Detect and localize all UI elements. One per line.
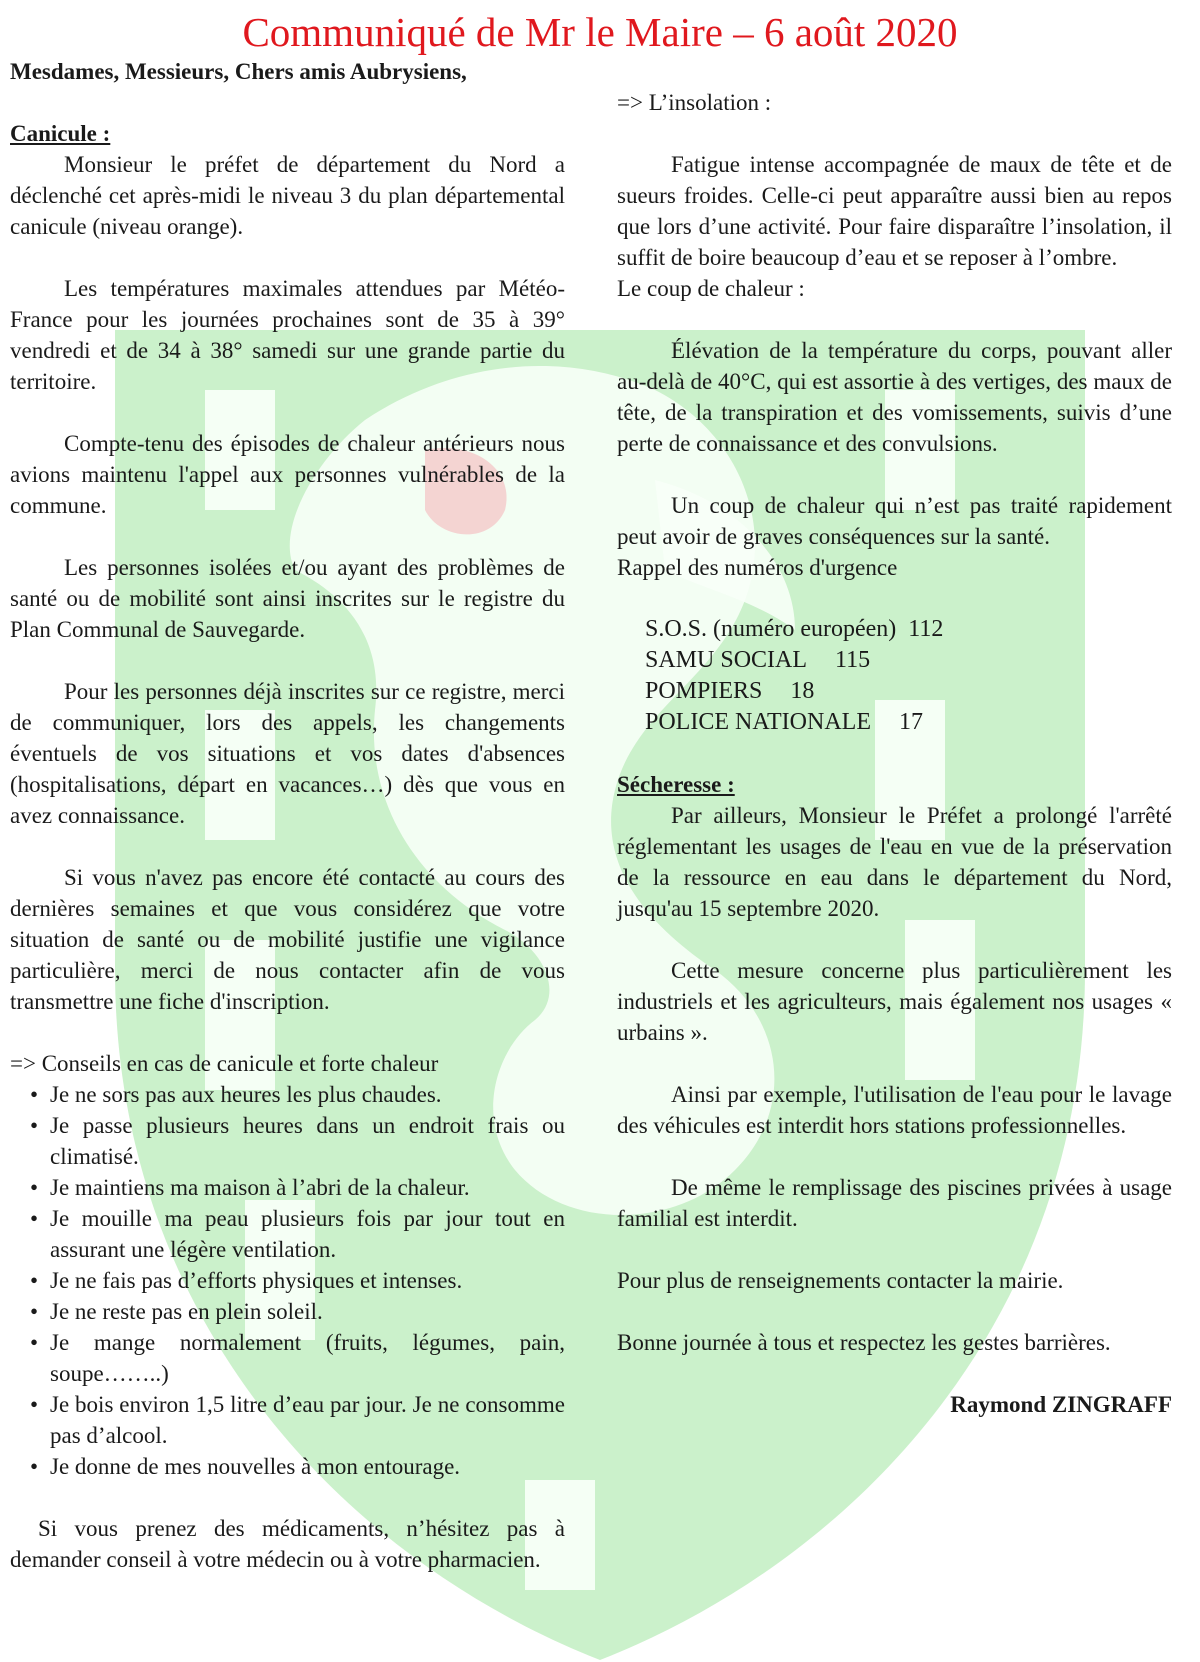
right-column bbox=[617, 56, 1172, 1420]
closing-line: Bonne journée à tous et respectez les gestes barrières. bbox=[617, 1330, 1111, 1355]
insolation-heading: => L’insolation : bbox=[617, 90, 772, 115]
tip-item: • Je maintiens ma maison à l’abri de la chaleur. bbox=[30, 1172, 565, 1203]
secheresse-paragraph-1: Par ailleurs, Monsieur le Préfet a prolongé l'arrêté réglementant les usages de l'eau en vue de la préservation de la ressource en eau dans le département du Nord, jusqu'au 15 septembre 2020. bbox=[617, 803, 1172, 921]
emergency-label: SAMU SOCIAL bbox=[645, 647, 808, 673]
signature: Raymond ZINGRAFF bbox=[950, 1392, 1172, 1417]
emergency-number: 17 bbox=[898, 709, 923, 735]
salutation: Mesdames, Messieurs, Chers amis Aubrysiens, bbox=[10, 59, 467, 84]
secheresse-paragraph-4: De même le remplissage des piscines privées à usage familial est interdit. bbox=[617, 1175, 1172, 1231]
canicule-paragraph-3: Compte-tenu des épisodes de chaleur antérieurs nous avions maintenu l'appel aux personnes vulnérables de la commune. bbox=[10, 431, 565, 518]
tip-item: • Je ne sors pas aux heures les plus chaudes. bbox=[30, 1079, 565, 1110]
tip-item: • Je ne reste pas en plein soleil. bbox=[30, 1296, 565, 1327]
coup-de-chaleur-paragraph-2: Un coup de chaleur qui n’est pas traité rapidement peut avoir de graves conséquences sur la santé. bbox=[617, 493, 1172, 549]
medication-paragraph: Si vous prenez des médicaments, n’hésitez pas à demander conseil à votre médecin ou à votre pharmacien. bbox=[10, 1516, 565, 1572]
emergency-row bbox=[645, 676, 1172, 707]
page-title: Communiqué de Mr le Maire – 6 août 2020 bbox=[242, 9, 958, 55]
emergency-number: 115 bbox=[835, 647, 871, 673]
emergency-number: 112 bbox=[908, 616, 944, 642]
emergency-label: POLICE NATIONALE bbox=[645, 709, 871, 735]
tip-item: • Je ne fais pas d’efforts physiques et intenses. bbox=[30, 1265, 565, 1296]
conseils-intro: => Conseils en cas de canicule et forte chaleur bbox=[10, 1051, 439, 1076]
emergency-numbers bbox=[645, 614, 1172, 738]
secheresse-heading: Sécheresse : bbox=[617, 772, 735, 797]
tip-item: • Je donne de mes nouvelles à mon entourage. bbox=[30, 1451, 565, 1482]
canicule-paragraph-1: Monsieur le préfet de département du Nord a déclenché cet après-midi le niveau 3 du plan départemental canicule (niveau orange). bbox=[10, 152, 565, 239]
canicule-paragraph-4: Les personnes isolées et/ou ayant des problèmes de santé ou de mobilité sont ainsi inscrites sur le registre du Plan Communal de Sauvegarde. bbox=[10, 555, 565, 642]
coup-de-chaleur-heading: Le coup de chaleur : bbox=[617, 276, 805, 301]
emergency-heading: Rappel des numéros d'urgence bbox=[617, 555, 898, 580]
canicule-paragraph-2: Les températures maximales attendues par Météo-France pour les journées prochaines sont de 35 à 39° vendredi et de 34 à 38° samedi sur une grande partie du territoire. bbox=[10, 276, 565, 394]
tips-list bbox=[30, 1079, 565, 1482]
tip-item: • Je bois environ 1,5 litre d’eau par jour. Je ne consomme pas d’alcool. bbox=[30, 1389, 565, 1451]
coup-de-chaleur-paragraph: Élévation de la température du corps, pouvant aller au-delà de 40°C, qui est assortie à des vertiges, des maux de tête, de la transpiration et des vomissements, suivis d’une perte de connaissance et des convulsions. bbox=[617, 338, 1172, 456]
secheresse-paragraph-2: Cette mesure concerne plus particulièrement les industriels et les agriculteurs, mais également nos usages « urbains ». bbox=[617, 958, 1172, 1045]
canicule-heading: Canicule : bbox=[10, 121, 111, 146]
emergency-number: 18 bbox=[790, 678, 815, 704]
left-column bbox=[10, 56, 565, 1575]
tip-item: • Je mange normalement (fruits, légumes, pain, soupe……..) bbox=[30, 1327, 565, 1389]
canicule-paragraph-6: Si vous n'avez pas encore été contacté au cours des dernières semaines et que vous considérez que votre situation de santé ou de mobilité justifie une vigilance particulière, merci de nous contacter afin de vous transmettre une fiche d'inscription. bbox=[10, 865, 565, 1014]
canicule-paragraph-5: Pour les personnes déjà inscrites sur ce registre, merci de communiquer, lors des appels, les changements éventuels de vos situations et vos dates d'absences (hospitalisations, départ en vacances…) dès que vous en avez connaissance. bbox=[10, 679, 565, 828]
contact-line: Pour plus de renseignements contacter la mairie. bbox=[617, 1268, 1064, 1293]
emergency-row bbox=[645, 614, 1172, 645]
emergency-row bbox=[645, 645, 1172, 676]
secheresse-paragraph-3: Ainsi par exemple, l'utilisation de l'eau pour le lavage des véhicules est interdit hors stations professionnelles. bbox=[617, 1082, 1172, 1138]
emergency-label: S.O.S. (numéro européen) bbox=[645, 616, 897, 642]
tip-item: • Je mouille ma peau plusieurs fois par jour tout en assurant une légère ventilation. bbox=[30, 1203, 565, 1265]
insolation-paragraph: Fatigue intense accompagnée de maux de tête et de sueurs froides. Celle-ci peut apparaître aussi bien au repos que lors d’une activité. Pour faire disparaître l’insolation, il suffit de boire beaucoup d’eau et se reposer à l’ombre. bbox=[617, 152, 1172, 270]
emergency-label: POMPIERS bbox=[645, 678, 763, 704]
tip-item: • Je passe plusieurs heures dans un endroit frais ou climatisé. bbox=[30, 1110, 565, 1172]
emergency-row bbox=[645, 707, 1172, 738]
